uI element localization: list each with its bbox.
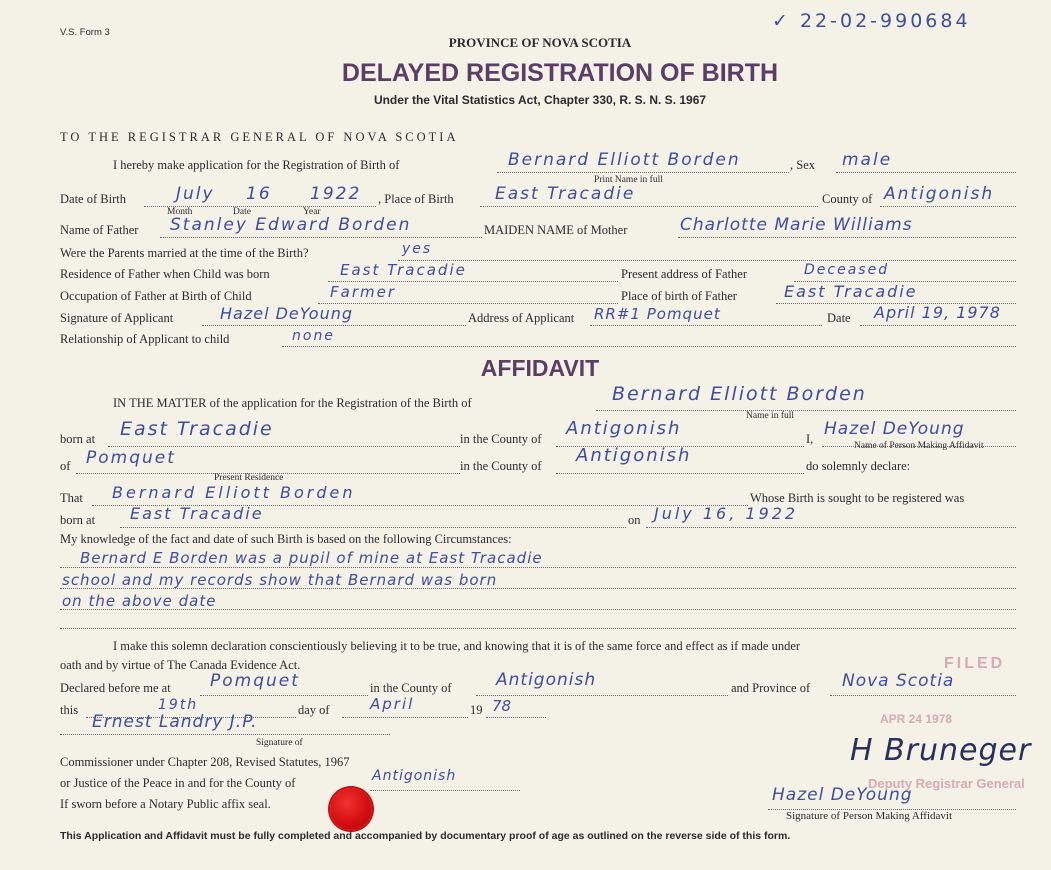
dob-label: Date of Birth bbox=[60, 192, 126, 206]
declaration-line-2: oath and by virtue of The Canada Evidence Act. bbox=[60, 658, 301, 672]
this-label: this bbox=[60, 703, 79, 717]
affidavit-county-2-value: Antigonish bbox=[576, 445, 692, 466]
knowledge-label: My knowledge of the fact and date of such Birth is based on the following Circumstances: bbox=[60, 532, 512, 546]
child-name-value: Bernard Elliott Borden bbox=[508, 150, 741, 170]
declared-place-line bbox=[200, 695, 368, 696]
married-label: Were the Parents married at the time of the Birth? bbox=[60, 246, 309, 260]
sex-value: male bbox=[842, 150, 893, 170]
footer-note: This Application and Affidavit must be fully completed and accompanied by documentary proof of age as outlined on the reverse side of this form. bbox=[60, 830, 791, 842]
place-label: , Place of Birth bbox=[378, 192, 454, 206]
dob-date-value: 16 bbox=[246, 184, 272, 204]
registrar-signature: H Bruneger bbox=[850, 733, 1032, 768]
province-label: and Province of bbox=[731, 681, 811, 695]
day-value: 19th bbox=[158, 697, 199, 713]
commissioner-label: Commissioner under Chapter 208, Revised Statutes, 1967 bbox=[60, 755, 350, 769]
declared-county-value: Antigonish bbox=[496, 670, 597, 690]
applicant-signature: Hazel DeYoung bbox=[220, 304, 354, 323]
affidavit-residence-value: Pomquet bbox=[86, 448, 176, 468]
occupation-line bbox=[318, 303, 618, 304]
relationship-value: none bbox=[292, 328, 335, 344]
date-caption: Date bbox=[233, 207, 251, 217]
day-of-label: day of bbox=[298, 703, 330, 717]
matter-name-value: Bernard Elliott Borden bbox=[612, 383, 867, 405]
deponent-signature-caption: Signature of Person Making Affidavit bbox=[786, 810, 952, 822]
in-county-label-2: in the County of bbox=[460, 459, 542, 473]
date-label: Date bbox=[827, 311, 851, 325]
on-label: on bbox=[628, 513, 641, 527]
affidavit-county-value: Antigonish bbox=[566, 418, 682, 439]
residence-label: Residence of Father when Child was born bbox=[60, 267, 270, 281]
commissioner-signature: Ernest Landry J.P. bbox=[92, 712, 258, 732]
signature-of-caption: Signature of bbox=[256, 738, 303, 748]
date-value: April 19, 1978 bbox=[874, 303, 1001, 322]
matter-name-caption: Name in full bbox=[746, 411, 795, 421]
father-value: Stanley Edward Borden bbox=[170, 215, 412, 235]
justice-county-value: Antigonish bbox=[372, 768, 457, 784]
matter-label: IN THE MATTER of the application for the Registration of the Birth of bbox=[113, 396, 472, 410]
whose-label: Whose Birth is sought to be registered was bbox=[750, 491, 965, 505]
place-line bbox=[480, 206, 818, 207]
in-county-label: in the County of bbox=[460, 432, 542, 446]
red-seal bbox=[330, 788, 372, 830]
residence-caption: Present Residence bbox=[214, 473, 284, 483]
name-line bbox=[497, 172, 789, 173]
dob-month-value: July bbox=[176, 184, 215, 204]
of-label: of bbox=[60, 459, 71, 473]
registrar-stamp: Deputy Registrar General bbox=[868, 776, 1025, 791]
dob-year-value: 1922 bbox=[310, 184, 362, 204]
applicant-address-line bbox=[590, 325, 822, 326]
father-birthplace-value: East Tracadie bbox=[784, 282, 918, 301]
province-line bbox=[830, 695, 1016, 696]
that-value: Bernard Elliott Borden bbox=[112, 483, 356, 502]
county-line bbox=[880, 206, 1016, 207]
applicant-address-label: Address of Applicant bbox=[468, 311, 575, 325]
sex-label: , Sex bbox=[790, 158, 815, 172]
that-label: That bbox=[60, 491, 83, 505]
circumstance-line-1 bbox=[60, 567, 1016, 568]
present-address-label: Present address of Father bbox=[621, 267, 748, 281]
residence-line bbox=[328, 281, 618, 282]
matter-line bbox=[596, 410, 1016, 411]
relationship-line bbox=[282, 346, 1016, 347]
i-label: I, bbox=[806, 432, 814, 446]
month-value: April bbox=[370, 695, 415, 713]
document-title: DELAYED REGISTRATION OF BIRTH bbox=[341, 59, 779, 87]
relationship-label: Relationship of Applicant to child bbox=[60, 332, 230, 346]
born-at-2-label: born at bbox=[60, 513, 96, 527]
on-line bbox=[646, 527, 1016, 528]
married-value: yes bbox=[402, 241, 433, 257]
father-birthplace-label: Place of birth of Father bbox=[621, 289, 737, 303]
notary-label: If sworn before a Notary Public affix seal. bbox=[60, 797, 271, 811]
year-caption: Year bbox=[303, 207, 321, 217]
justice-label: or Justice of the Peace in and for the County of bbox=[60, 776, 296, 790]
commissioner-signature-line bbox=[60, 734, 390, 735]
residence-value: East Tracadie bbox=[340, 261, 467, 279]
registration-number: ✓ 22-02-990684 bbox=[772, 10, 971, 32]
name-caption: Print Name in full bbox=[594, 175, 663, 185]
deponent-caption: Name of Person Making Affidavit bbox=[854, 441, 984, 451]
born-at-label: born at bbox=[60, 432, 96, 446]
occupation-value: Farmer bbox=[330, 283, 396, 301]
filed-stamp: FILED bbox=[944, 655, 1006, 672]
declared-county-label: in the County of bbox=[370, 681, 452, 695]
signature-line bbox=[202, 325, 466, 326]
justice-county-line bbox=[370, 790, 520, 791]
intro-label: I hereby make application for the Registration of Birth of bbox=[113, 158, 400, 172]
month-caption: Month bbox=[167, 207, 193, 217]
place-value: East Tracadie bbox=[495, 184, 636, 204]
born-at-2-line bbox=[120, 527, 626, 528]
married-line bbox=[398, 260, 1016, 261]
declared-label: Declared before me at bbox=[60, 681, 171, 695]
date-stamp: APR 24 1978 bbox=[880, 712, 953, 726]
present-address-value: Deceased bbox=[804, 262, 890, 278]
on-value: July 16, 1922 bbox=[654, 504, 799, 523]
affidavit-title: AFFIDAVIT bbox=[480, 355, 600, 381]
year-value: 78 bbox=[492, 697, 512, 715]
document-subtitle: Under the Vital Statistics Act, Chapter 330, R. S. N. S. 1967 bbox=[373, 93, 707, 107]
year-prefix: 19 bbox=[470, 703, 483, 717]
circumstance-text-2: school and my records show that Bernard was born bbox=[62, 571, 498, 589]
year-line bbox=[486, 717, 546, 718]
father-line bbox=[160, 237, 482, 238]
mother-line bbox=[678, 237, 1016, 238]
county-label: County of bbox=[822, 192, 873, 206]
deponent-signature: Hazel DeYoung bbox=[772, 785, 913, 805]
circumstance-line-4 bbox=[60, 628, 1016, 629]
province-value: Nova Scotia bbox=[842, 671, 955, 691]
county-value: Antigonish bbox=[884, 184, 995, 204]
declared-county-line bbox=[476, 695, 728, 696]
province-heading: PROVINCE OF NOVA SCOTIA bbox=[448, 35, 632, 50]
declare-label: do solemnly declare: bbox=[806, 459, 911, 473]
born-at-line bbox=[108, 446, 460, 447]
sex-line bbox=[836, 172, 1016, 173]
addressee: TO THE REGISTRAR GENERAL OF NOVA SCOTIA bbox=[60, 130, 459, 144]
circumstance-text-3: on the above date bbox=[62, 592, 217, 610]
month-line bbox=[342, 717, 468, 718]
circumstance-text-1: Bernard E Borden was a pupil of mine at East Tracadie bbox=[80, 549, 543, 567]
in-county-line-2 bbox=[556, 473, 804, 474]
signature-label: Signature of Applicant bbox=[60, 311, 174, 325]
date-line bbox=[860, 325, 1016, 326]
occupation-label: Occupation of Father at Birth of Child bbox=[60, 289, 252, 303]
form-number: V.S. Form 3 bbox=[60, 27, 110, 38]
mother-value: Charlotte Marie Williams bbox=[680, 215, 913, 235]
born-at-value: East Tracadie bbox=[120, 418, 274, 440]
declared-place-value: Pomquet bbox=[210, 671, 300, 691]
deponent-value: Hazel DeYoung bbox=[824, 419, 965, 439]
mother-label: MAIDEN NAME of Mother bbox=[484, 223, 628, 237]
applicant-address-value: RR#1 Pomquet bbox=[594, 305, 721, 323]
declaration-line-1: I make this solemn declaration conscientiously believing it to be true, and knowing that it is of the same force and effect as if made under bbox=[113, 639, 801, 653]
father-label: Name of Father bbox=[60, 223, 139, 237]
born-at-2-value: East Tracadie bbox=[130, 504, 264, 523]
